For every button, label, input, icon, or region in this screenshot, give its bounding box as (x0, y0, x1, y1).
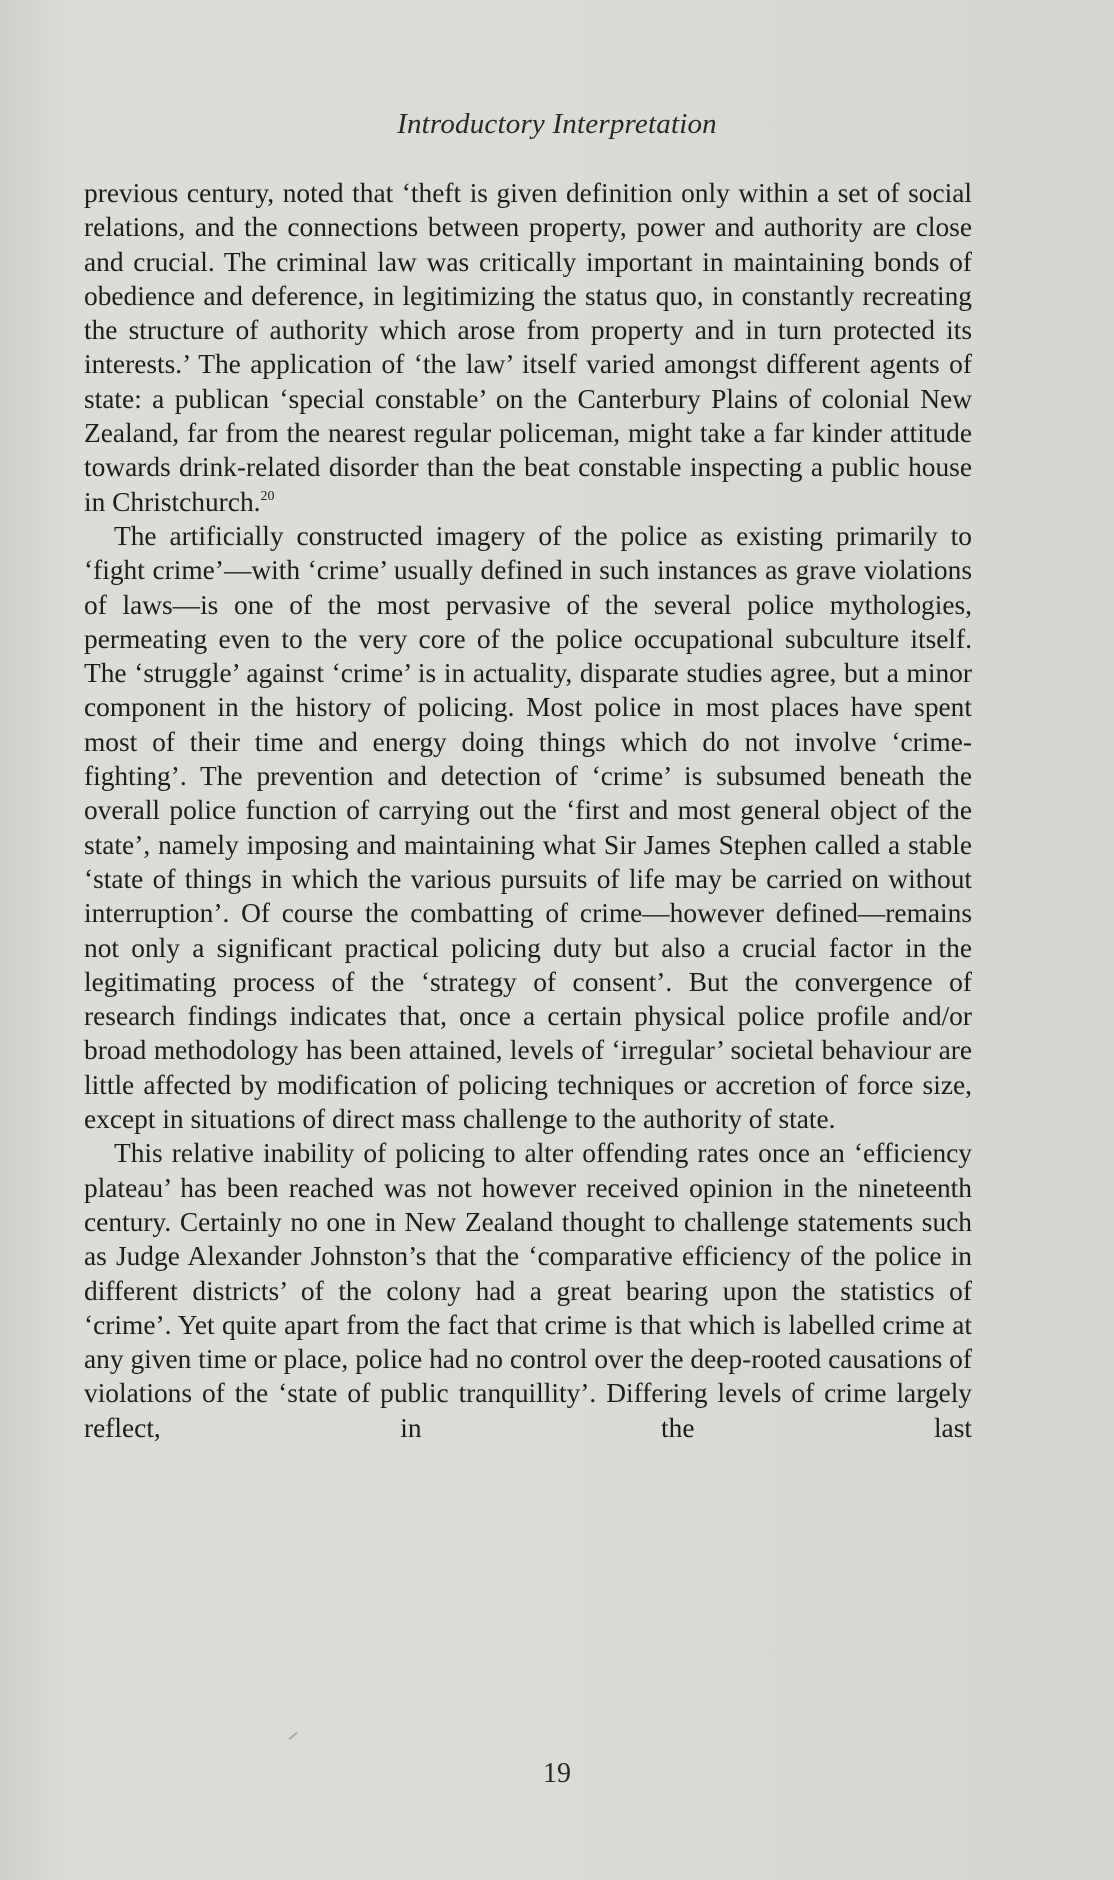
paragraph-3: This relative inability of policing to alter offending rates once an ‘efficiency plateau’ has been reached was not however received opinion in the nineteenth century. Certainly no one in New Zealand thought to challenge statements such as Judge Alexander Johnston’s that the ‘comparative efficiency of the police in different districts’ of the colony had a great bearing upon the statistics of ‘crime’. Yet quite apart from the fact that crime is that which is labelled crime at any given time or place, police had no control over the deep-rooted causations of violations of the ‘state of public tranquillity’. Differing levels of crime largely reflect, in the last (84, 1138, 972, 1443)
body-text (84, 176, 972, 1445)
running-head: Introductory Interpretation (397, 108, 717, 140)
paragraph-1-text: previous century, noted that ‘theft is given definition only within a set of social relations, and the connections between property, power and authority are close and crucial. The criminal law was critically important in maintaining bonds of obedience and deference, in legitimizing the status quo, in constantly recreating the structure of authority which arose from property and in turn protected its interests.’ The application of ‘the law’ itself varied amongst different agents of state: a publican ‘special constable’ on the Canterbury Plains of colonial New Zealand, far from the nearest regular policeman, might take a far kinder attitude towards drink-related disorder than the beat constable inspecting a public house in Christchurch. (84, 178, 972, 517)
paragraph-2: The artificially constructed imagery of the police as existing primarily to ‘fight crime’—with ‘crime’ usually defined in such instances as grave violations of laws—is one of the most pervasive of the several police mythologies, permeating even to the very core of the police occupational subculture itself. The ‘struggle’ against ‘crime’ is in actuality, disparate studies agree, but a minor component in the history of policing. Most police in most places have spent most of their time and energy doing things which do not involve ‘crime-fighting’. The prevention and detection of ‘crime’ is subsumed beneath the overall police function of carrying out the ‘first and most general object of the state’, namely imposing and maintaining what Sir James Stephen called a stable ‘state of things in which the various pursuits of life may be carried on without interruption’. Of course the combatting of crime—however defined—remains not only a significant practical policing duty but also a crucial factor in the legitimating process of the ‘strategy of consent’. But the convergence of research findings indicates that, once a certain physical police profile and/or broad methodology has been attained, levels of ‘irregular’ societal behaviour are little affected by modification of policing techniques or accretion of force size, except in situations of direct mass challenge to the authority of state. (84, 520, 972, 1135)
paragraph-1 (84, 176, 972, 519)
pencil-mark (289, 1732, 298, 1740)
page-number: 19 (543, 1758, 571, 1789)
footnote-reference: 20 (260, 488, 275, 504)
